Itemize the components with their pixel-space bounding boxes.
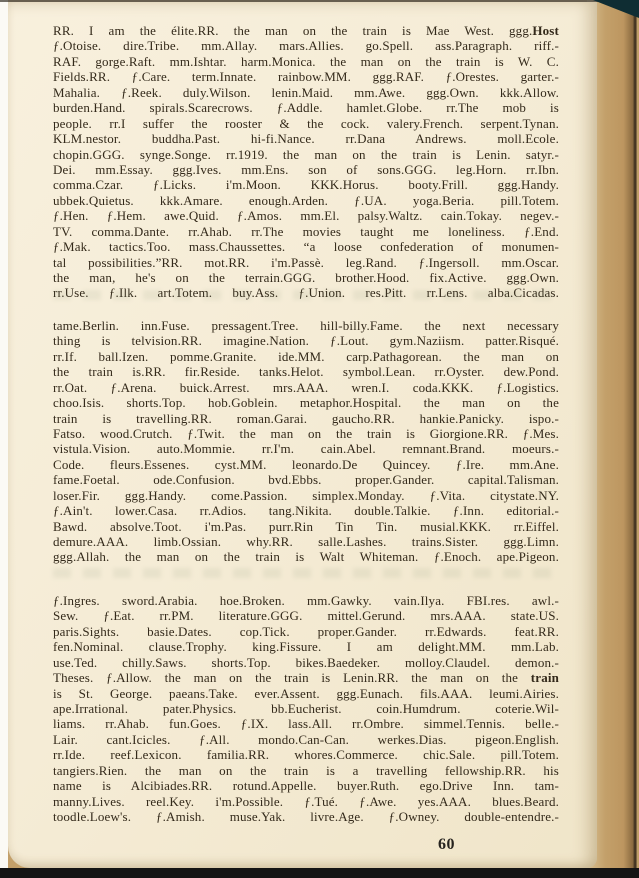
text-line: Theses. ƒ.Allow. the man on the train is Lenin.RR. the man on the train: [53, 670, 559, 686]
show-through-ghost: [53, 568, 553, 578]
text-line: name is Alcibiades.RR. rotund.Appelle. buyer.Ruth. ego.Drive Inn. tam-: [53, 778, 559, 794]
text-line: toodle.Loew's. ƒ.Amish. muse.Yak. livre.Age. ƒ.Owney. double-entendre.-: [53, 809, 559, 824]
text-line: ƒ.Ingres. sword.Arabia. hoe.Broken. mm.Gawky. vain.Ilya. FBI.res. awl.-: [53, 592, 559, 608]
text-line: liams. rr.Ahab. fun.Goes. ƒ.IX. lass.All. rr.Ombre. simmel.Tennis. belle.-: [53, 716, 559, 732]
text-line: the train is.RR. fir.Reside. tanks.Helot. symbol.Lean. rr.Oyster. dew.Pond.: [53, 364, 559, 380]
text-line: ƒ.Hen. ƒ.Hem. awe.Quid. ƒ.Amos. mm.El. palsy.Waltz. cain.Tokay. negev.-: [53, 208, 559, 224]
text-line: RAF. gorge.Raft. mm.Ishtar. harm.Monica. the man on the train is W. C.: [53, 53, 559, 69]
text-line: rr.If. ball.Izen. pomme.Granite. ide.MM. carp.Pathagorean. the man on: [53, 348, 559, 364]
text-line: ƒ.Ain't. lower.Casa. rr.Adios. tang.Nikita. double.Talkie. ƒ.Inn. editorial.-: [53, 503, 559, 519]
show-through-ghost: [53, 290, 553, 300]
text-line: loser.Fir. ggg.Handy. come.Passion. simplex.Monday. ƒ.Vita. citystate.NY.: [53, 487, 559, 503]
text-line: demure.AAA. limb.Ossian. why.RR. salle.Lashes. trains.Sister. ggg.Limn.: [53, 534, 559, 549]
text-line: Code. fleurs.Essenes. cyst.MM. leonardo.De Quincey. ƒ.Ire. mm.Ane.: [53, 456, 559, 472]
text-line: burden.Hand. spirals.Scarecrows. ƒ.Addle. hamlet.Globe. rr.The mob is: [53, 100, 559, 116]
text-line: comma.Czar. ƒ.Licks. i'm.Moon. KKK.Horus. booty.Frill. ggg.Handy.: [53, 177, 559, 193]
text-line: chopin.GGG. synge.Songe. rr.1919. the man on the train is Lenin. satyr.-: [53, 146, 559, 162]
text-line: Fatso. wood.Crutch. ƒ.Twit. the man on the train is Giorgione.RR. ƒ.Mes.: [53, 425, 559, 441]
text-line: train is travelling.RR. roman.Garai. gaucho.RR. hankie.Panicky. ispo.-: [53, 410, 559, 426]
text-line: people. rr.I suffer the rooster & the cock. valery.French. serpent.Tynan.: [53, 115, 559, 131]
text-line: choo.Isis. shorts.Top. hob.Goblein. metaphor.Hospital. the man on the: [53, 395, 559, 411]
text-line: rr.Ide. reef.Lexicon. familia.RR. whores.Commerce. chic.Sale. pill.Totem.: [53, 747, 559, 763]
text-line: TV. comma.Dante. rr.Ahab. rr.The movies taught me loneliness. ƒ.End.: [53, 223, 559, 239]
page-number: 60: [438, 836, 455, 853]
text-line: Sew. ƒ.Eat. rr.PM. literature.GGG. mittel.Gerund. mrs.AAA. state.US.: [53, 608, 559, 624]
scan-dark-corner: [593, 0, 639, 18]
text-line: Bawd. absolve.Toot. i'm.Pas. purr.Rin Tin Tin. musial.KKK. rr.Eiffel.: [53, 518, 559, 534]
text-line: manny.Lives. reel.Key. i'm.Possible. ƒ.Tué. ƒ.Awe. yes.AAA. blues.Beard.: [53, 793, 559, 809]
text-line: ƒ.Mak. tactics.Too. mass.Chaussettes. “a loose confederation of monumen-: [53, 239, 559, 255]
book-page: [8, 2, 597, 868]
paragraph-1: [53, 23, 559, 301]
paragraph-3: [53, 593, 559, 825]
text-line: Fields.RR. ƒ.Care. term.Innate. rainbow.MM. ggg.RAF. ƒ.Orestes. garter.-: [53, 69, 559, 85]
text-line: rr.Use. ƒ.Ilk. art.Totem. buy.Ass. ƒ.Union. res.Pitt. rr.Lens. alba.Cicadas.: [53, 285, 559, 301]
text-line: ggg.Allah. the man on the train is Walt Whiteman. ƒ.Enoch. ape.Pigeon.: [53, 549, 559, 565]
text-line: tame.Berlin. inn.Fuse. pressagent.Tree. hill-billy.Fame. the next necessary: [53, 317, 559, 333]
text-block: [53, 23, 559, 824]
text-line: Lair. cant.Icicles. ƒ.All. mondo.Can-Can. werkes.Dias. pigeon.English.: [53, 731, 559, 747]
text-line: is St. George. paeans.Take. ever.Assent. ggg.Eunach. fils.AAA. leumi.Airies.: [53, 685, 559, 701]
text-line: paris.Sights. basie.Dates. cop.Tick. proper.Gander. rr.Edwards. feat.RR.: [53, 623, 559, 639]
scan-left-margin: [0, 0, 8, 868]
text-line: fen.Nominal. clause.Trophy. king.Fissure. I am delight.MM. mm.Lab.: [53, 639, 559, 655]
text-line: the man, he's on the terrain.GGG. brother.Hood. fix.Active. ggg.Own.: [53, 270, 559, 285]
text-line: ape.Irrational. pater.Physics. bb.Eucherist. coin.Humdrum. coterie.Wil-: [53, 700, 559, 716]
text-line: Dei. mm.Essay. ggg.Ives. mm.Ens. son of sons.GGG. leg.Horn. rr.Ibn.: [53, 161, 559, 177]
text-line: use.Ted. chilly.Saws. shorts.Top. bikes.Baedeker. molloy.Claudel. demon.-: [53, 654, 559, 670]
scan-top-edge: [0, 0, 639, 2]
text-line: ubbek.Quietus. kkk.Amare. enough.Arden. ƒ.UA. yoga.Beria. pill.Totem.: [53, 192, 559, 208]
paragraph-2: [53, 318, 559, 565]
text-line: RR. I am the élite.RR. the man on the train is Mae West. ggg.Host: [53, 23, 559, 38]
text-line: fame.Foetal. ode.Confusion. bvd.Ebbs. proper.Gander. capital.Talisman.: [53, 472, 559, 488]
text-line: tal possibilities.”RR. mot.RR. i'm.Passè. leg.Rand. ƒ.Ingersoll. mm.Oscar.: [53, 254, 559, 270]
scan-bottom-edge: [0, 868, 639, 878]
text-line: tangiers.Rien. the man on the train is a travelling fellowship.RR. his: [53, 762, 559, 778]
text-line: Mahalia. ƒ.Reek. duly.Wilson. lenin.Maid. mm.Awe. ggg.Own. kkk.Allow.: [53, 84, 559, 100]
text-line: ƒ.Otoise. dire.Tribe. mm.Allay. mars.Allies. go.Spell. ass.Paragraph. riff.-: [53, 38, 559, 54]
text-line: rr.Oat. ƒ.Arena. buick.Arrest. mrs.AAA. wren.I. coda.KKK. ƒ.Logistics.: [53, 379, 559, 395]
text-line: vistula.Vision. auto.Mommie. rr.I'm. cain.Abel. remnant.Brand. moeurs.-: [53, 441, 559, 457]
text-line: KLM.nestor. buddha.Past. hi-fi.Nance. rr.Dana Andrews. moll.Ecole.: [53, 131, 559, 147]
text-line: thing is telvision.RR. imagine.Nation. ƒ.Lout. gym.Naziism. patter.Risqué.: [53, 333, 559, 349]
